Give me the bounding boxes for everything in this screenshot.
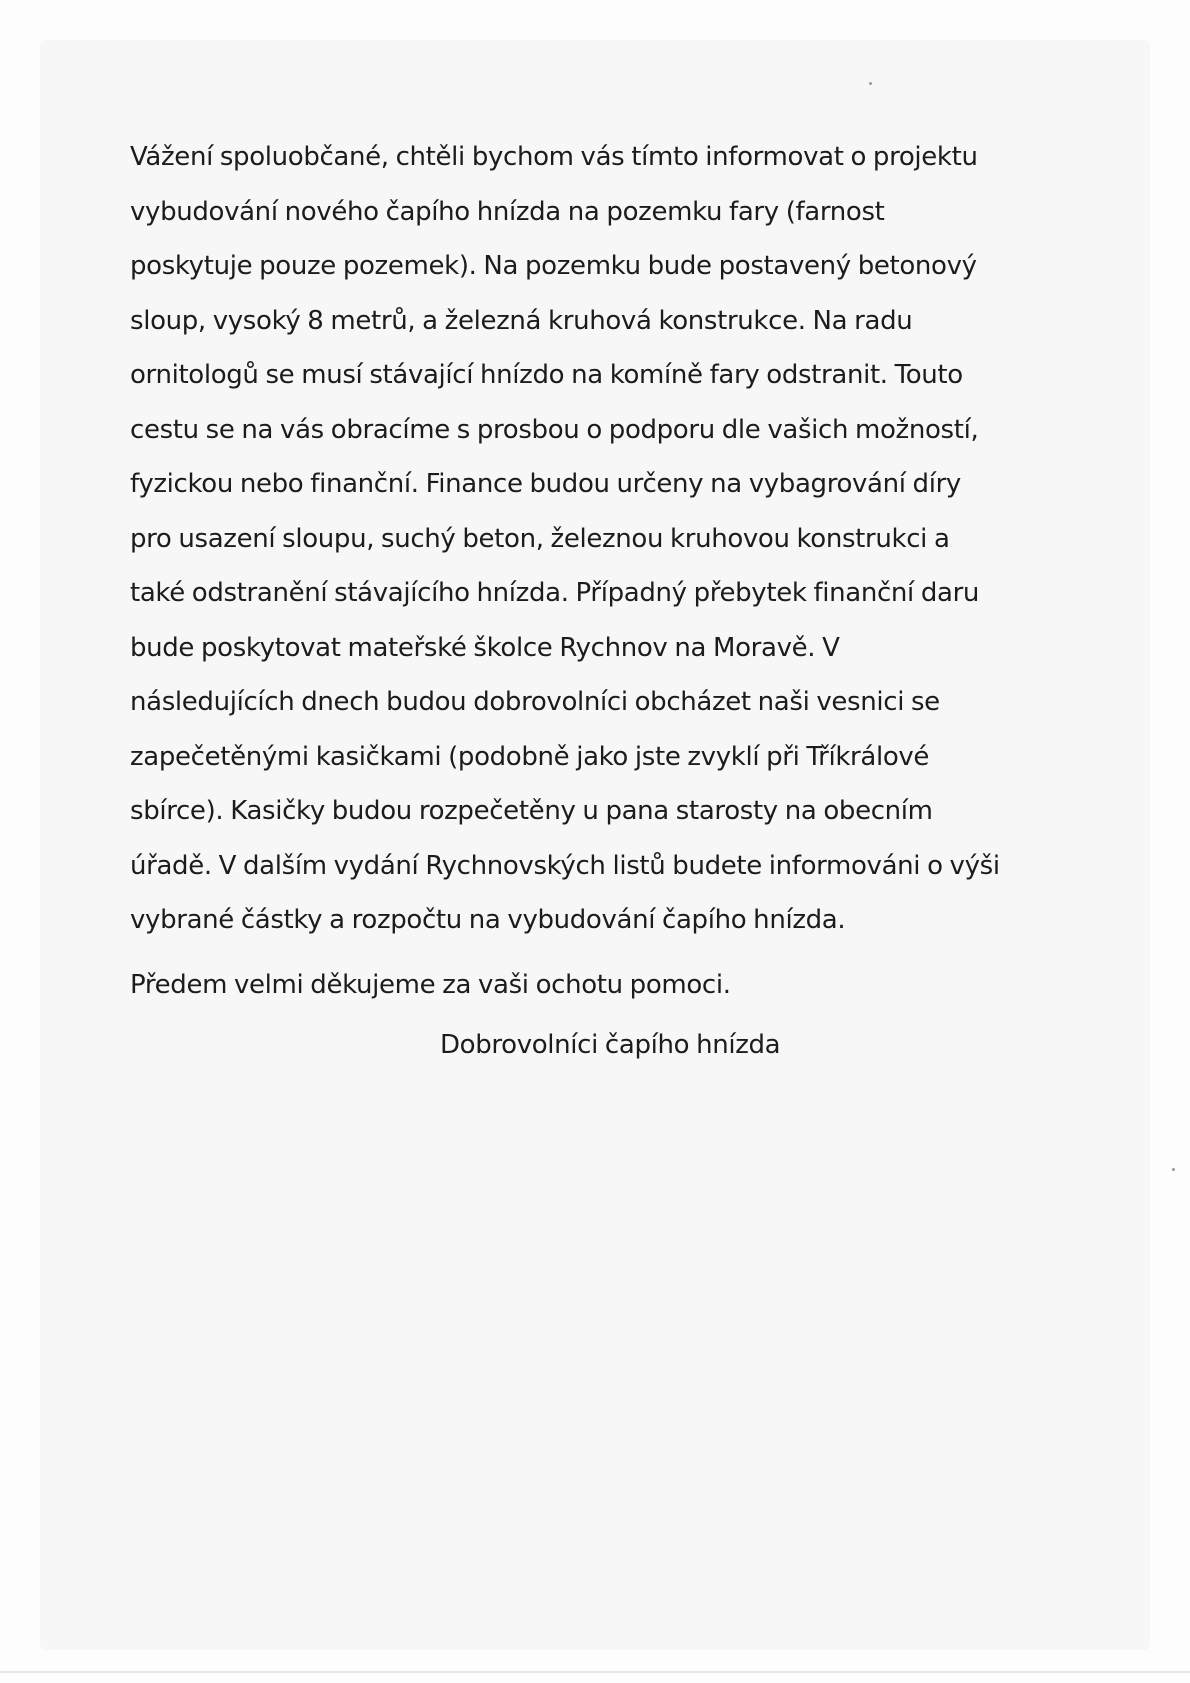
scan-edge [0,1671,1190,1673]
letter-line: sloup, vysoký 8 metrů, a železná kruhová konstrukce. Na radu [130,305,913,336]
letter-line: ornitologů se musí stávající hnízdo na komíně fary odstranit. Touto [130,360,963,390]
letter-line: vybrané částky a rozpočtu na vybudování čapího hnízda. [130,905,846,935]
letter-line: poskytuje pouze pozemek). Na pozemku bude postavený betonový [130,251,977,281]
letter-line: fyzickou nebo finanční. Finance budou určeny na vybagrování díry [130,469,961,499]
letter-line: vybudování nového čapího hnízda na pozemku fary (farnost [130,196,885,227]
letter-body [130,130,1030,948]
letter-line: následujících dnech budou dobrovolníci obcházet naši vesnici se [130,687,940,717]
letter-line: Vážení spoluobčané, chtěli bychom vás tímto informovat o projektu [130,142,978,172]
scan-speck [869,82,872,85]
letter [130,130,1030,1072]
signature: Dobrovolníci čapího hnízda [440,1029,781,1060]
scan-speck [1172,1168,1175,1171]
thanks-line: Předem velmi děkujeme za vaši ochotu pomoci. [130,969,731,1000]
letter-line: sbírce). Kasičky budou rozpečetěny u pana starosty na obecním [130,796,933,826]
letter-line: cestu se na vás obracíme s prosbou o podporu dle vašich možností, [130,414,979,445]
letter-line: úřadě. V dalším vydání Rychnovských listů budete informováni o výši [130,850,1000,881]
letter-line: pro usazení sloupu, suchý beton, železnou kruhovou konstrukci a [130,523,950,554]
letter-line: bude poskytovat mateřské školce Rychnov na Moravě. V [130,632,840,663]
letter-line: také odstranění stávajícího hnízda. Případný přebytek finanční daru [130,578,980,608]
letter-line: zapečetěnými kasičkami (podobně jako jste zvyklí při Tříkrálové [130,741,930,772]
